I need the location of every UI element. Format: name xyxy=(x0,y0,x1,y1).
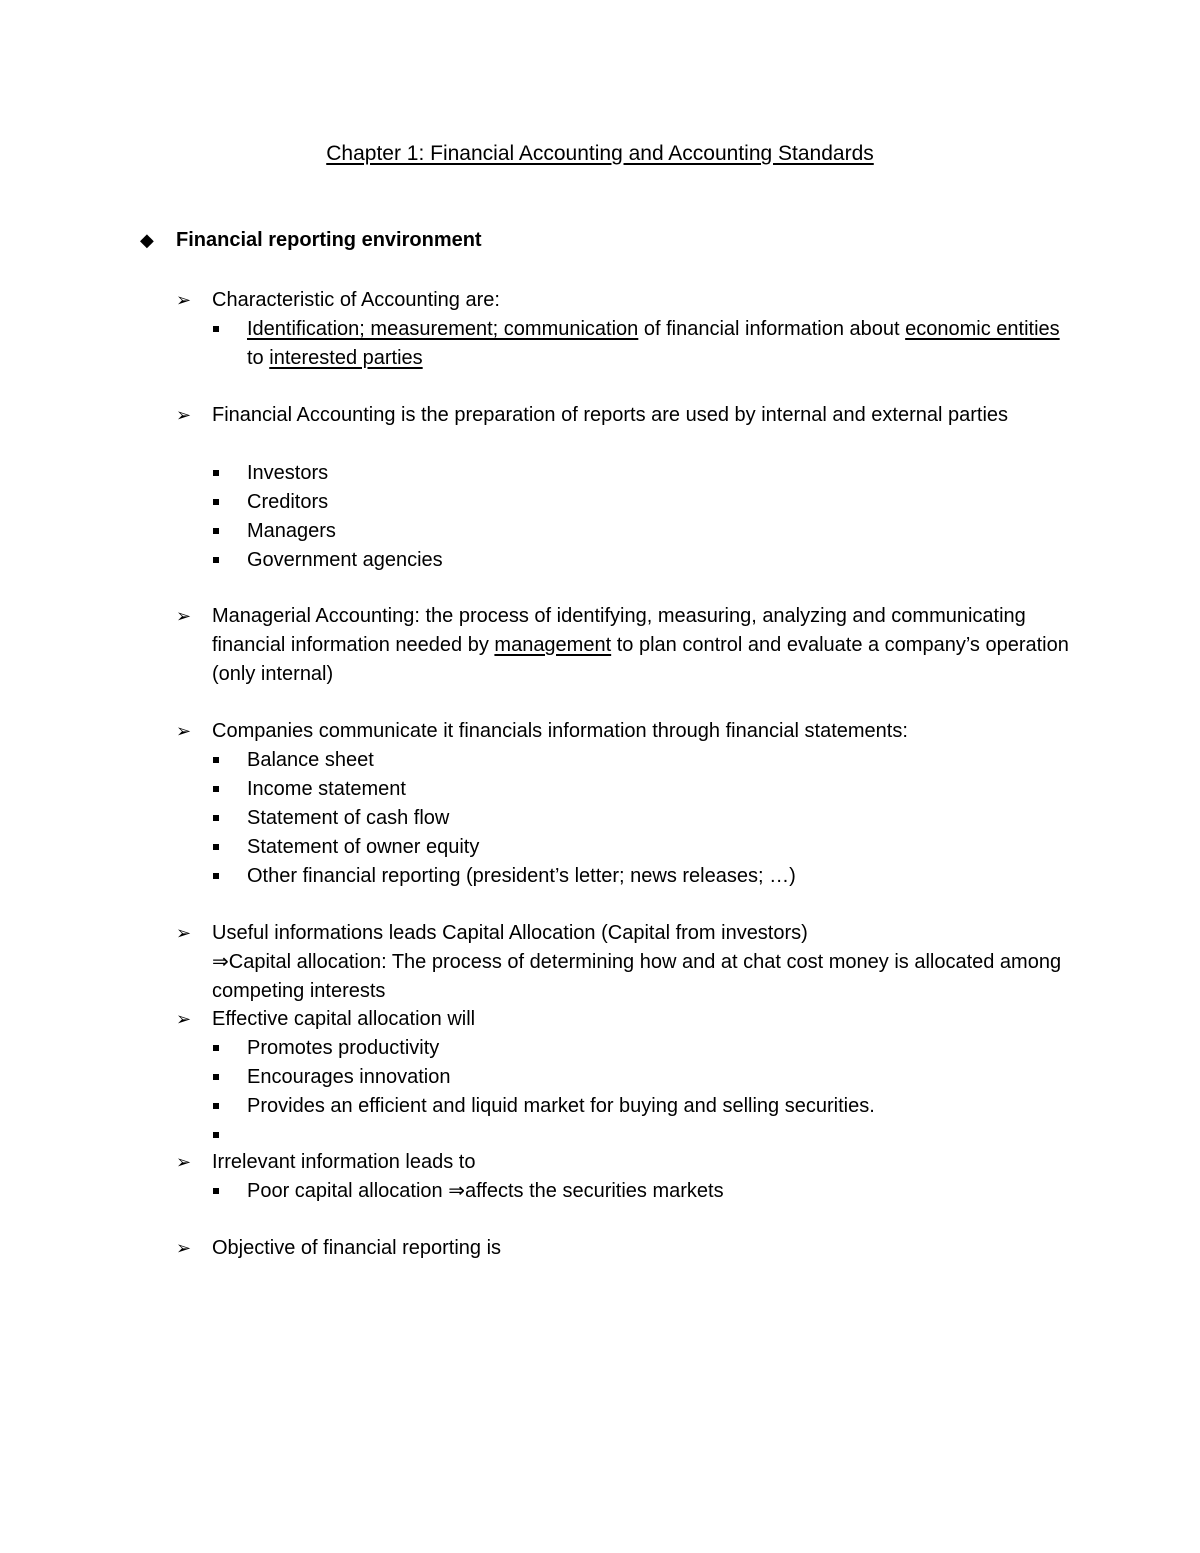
list-item-text: Companies communicate it financials information through financial statements: xyxy=(212,720,908,742)
list-item-text: Statement of owner equity xyxy=(247,836,480,858)
list-item-text: Investors xyxy=(247,462,329,484)
list-item-text: Irrelevant information leads to xyxy=(212,1151,476,1173)
list-item-managerial-accounting xyxy=(176,602,1076,689)
square-icon xyxy=(213,1045,219,1051)
square-icon xyxy=(213,557,219,563)
arrowhead-icon: ➢ xyxy=(176,721,192,741)
arrowhead-icon: ➢ xyxy=(176,405,192,425)
square-icon xyxy=(213,1103,219,1109)
list-item xyxy=(212,1063,1072,1092)
list-item-text: Financial Accounting is the preparation of reports are used by internal and external parties xyxy=(212,404,1009,426)
list-item-objective xyxy=(176,1234,1076,1263)
square-icon xyxy=(213,326,219,332)
square-icon xyxy=(213,528,219,534)
list-item xyxy=(212,1034,1072,1063)
list-item xyxy=(212,862,1072,891)
list-item-text: Effective capital allocation will xyxy=(212,1008,476,1030)
list-item-text: Creditors xyxy=(247,491,329,513)
square-icon xyxy=(213,1132,219,1138)
square-icon xyxy=(213,844,219,850)
list-item-text: Promotes productivity xyxy=(247,1037,440,1059)
list-item-irrelevant-information xyxy=(176,1148,1076,1177)
square-icon xyxy=(213,757,219,763)
arrowhead-icon: ➢ xyxy=(176,923,192,943)
square-icon xyxy=(213,499,219,505)
text-run: of financial information about xyxy=(638,318,906,340)
list-item xyxy=(212,459,1072,488)
list-item xyxy=(212,546,1072,575)
list-item xyxy=(212,315,1072,373)
characteristics-list xyxy=(212,315,1072,373)
arrowhead-icon: ➢ xyxy=(176,606,192,626)
list-item-effective-allocation xyxy=(176,1005,1076,1034)
list-item-financial-accounting xyxy=(176,401,1076,430)
square-icon xyxy=(213,470,219,476)
list-item xyxy=(212,746,1072,775)
list-item-text: Income statement xyxy=(247,778,406,800)
list-item xyxy=(212,517,1072,546)
list-item-text: Characteristic of Accounting are: xyxy=(212,289,500,311)
list-item-text: Encourages innovation xyxy=(247,1066,451,1088)
arrowhead-icon: ➢ xyxy=(176,290,192,310)
list-item-financial-statements xyxy=(176,717,1076,746)
list-item-text xyxy=(212,602,1076,689)
square-icon xyxy=(213,815,219,821)
parties-list xyxy=(212,459,1072,575)
list-item xyxy=(212,833,1072,862)
underlined-text: Identification; measurement; communication xyxy=(247,318,639,340)
list-item xyxy=(212,1092,1072,1121)
arrowhead-icon: ➢ xyxy=(176,1238,192,1258)
list-item xyxy=(212,1121,1072,1150)
list-item xyxy=(212,775,1072,804)
square-icon xyxy=(213,1188,219,1194)
section-heading-text: Financial reporting environment xyxy=(176,229,482,251)
list-item-text: Other financial reporting (president’s letter; news releases; …) xyxy=(247,865,796,887)
page-title: Chapter 1: Financial Accounting and Accounting Standards xyxy=(326,142,874,165)
square-icon xyxy=(213,786,219,792)
underlined-text: management xyxy=(494,634,612,656)
list-item-text: Balance sheet xyxy=(247,749,374,771)
list-item-text: Provides an efficient and liquid market for buying and selling securities. xyxy=(247,1095,875,1117)
arrowhead-icon: ➢ xyxy=(176,1009,192,1029)
square-icon xyxy=(213,873,219,879)
allocation-benefits-list xyxy=(212,1034,1072,1150)
list-item-text: Poor capital allocation ⇒affects the securities markets xyxy=(247,1180,724,1202)
text-run: Managerial Accounting: the process of identifying, measuring, analyzing and communicating financial information needed by xyxy=(212,605,1026,656)
list-item-text: Objective of financial reporting is xyxy=(212,1237,502,1259)
underlined-text: economic entities xyxy=(905,318,1060,340)
list-item-text: Government agencies xyxy=(247,549,443,571)
list-item xyxy=(212,804,1072,833)
list-item xyxy=(212,1177,1072,1206)
list-item-useful-information xyxy=(176,919,1076,1006)
list-item-text: Useful informations leads Capital Allocation (Capital from investors) xyxy=(212,922,808,944)
text-run: to plan control and evaluate a company’s operation (only internal) xyxy=(212,634,1069,685)
list-item-text: Statement of cash flow xyxy=(247,807,450,829)
text-run: to xyxy=(247,347,270,369)
statements-list xyxy=(212,746,1072,891)
arrowhead-icon: ➢ xyxy=(176,1152,192,1172)
list-item xyxy=(212,488,1072,517)
list-item-text: ⇒Capital allocation: The process of determining how and at chat cost money is allocated among competing interests xyxy=(212,951,1062,1002)
section-heading xyxy=(140,229,482,252)
consequences-list xyxy=(212,1177,1072,1206)
list-item-text: Managers xyxy=(247,520,336,542)
list-item-characteristics xyxy=(176,286,1076,315)
underlined-text: interested parties xyxy=(269,347,423,369)
square-icon xyxy=(213,1074,219,1080)
diamond-icon: ◆ xyxy=(140,230,154,250)
